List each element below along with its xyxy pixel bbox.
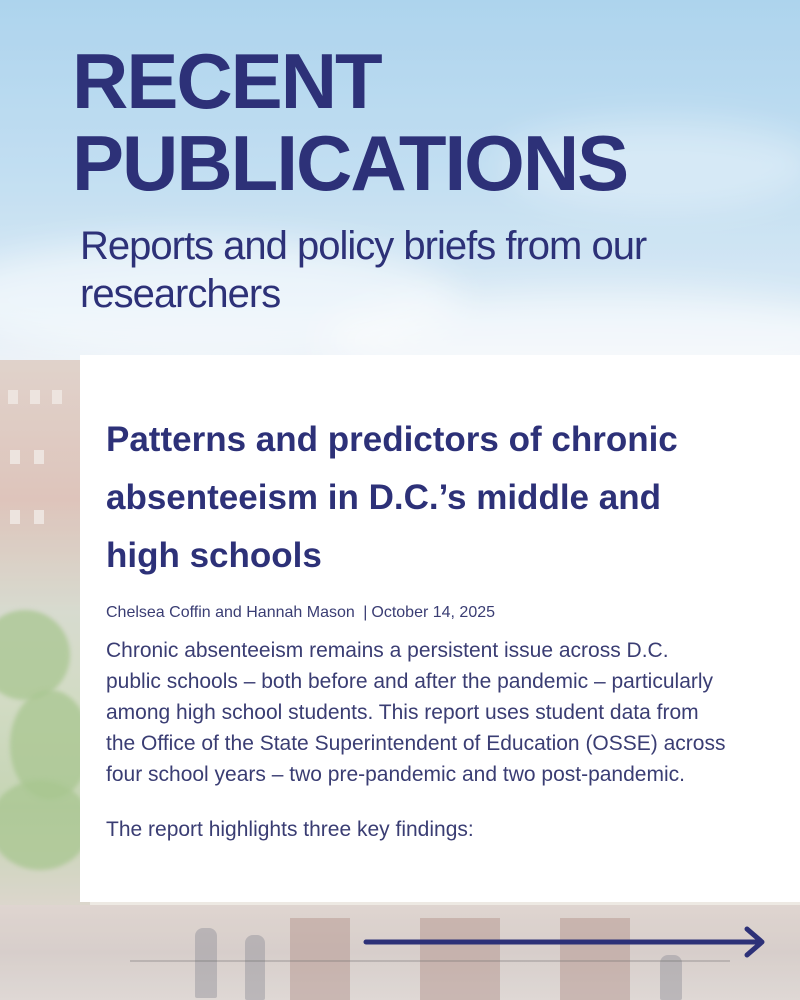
publication-authors: Chelsea Coffin and Hannah Mason — [106, 604, 355, 621]
page-title — [72, 37, 628, 207]
page-subtitle: Reports and policy briefs from our researchers — [80, 224, 647, 316]
publication-summary: Chronic absenteeism remains a persistent issue across D.C. public schools – both before and after the pandemic – particularly among high school students. This report uses student data from the Office of the State Superintendent of Education (OSSE) across four school years – two pre-pandemic and two post-pandemic. — [106, 639, 726, 786]
byline-separator: | — [363, 604, 368, 621]
page-title-line-1: RECENT — [72, 37, 381, 125]
publication-findings-intro: The report highlights three key findings: — [106, 818, 474, 841]
publication-card[interactable] — [80, 355, 800, 902]
publication-byline — [106, 603, 740, 623]
page-title-line-2: PUBLICATIONS — [72, 119, 628, 207]
arrow-right-icon[interactable] — [362, 922, 774, 962]
publication-title[interactable]: Patterns and predictors of chronic absenteeism in D.C.’s middle and high schools — [106, 420, 678, 575]
publication-date: October 14, 2025 — [371, 604, 496, 621]
